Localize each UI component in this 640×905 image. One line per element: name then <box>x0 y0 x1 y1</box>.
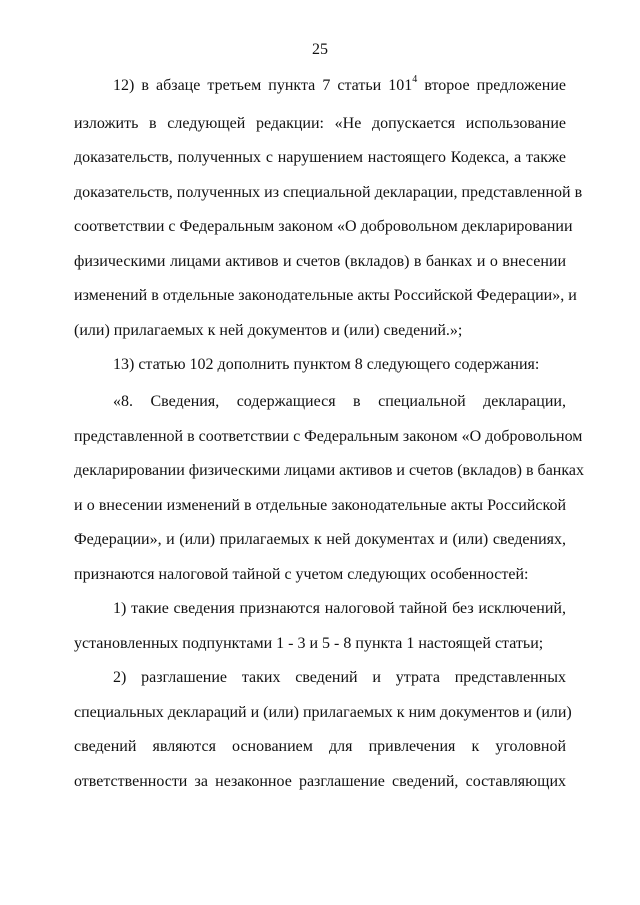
text-line: декларировании физическими лицами активов и счетов (вкладов) в банках <box>74 462 584 479</box>
superscript: 4 <box>412 74 418 85</box>
page-number: 25 <box>312 41 328 58</box>
text-line: сведений являются основанием для привлечения к уголовной <box>74 738 566 755</box>
text-line: представленной в соответствии с Федеральным законом «О добровольном <box>74 428 583 445</box>
text-line: специальных деклараций и (или) прилагаемых к ним документов и (или) <box>74 704 572 721</box>
text-line: и о внесении изменений в отдельные законодательные акты Российской <box>74 497 566 514</box>
text-line: Федерации», и (или) прилагаемых к ней документах и (или) сведениях, <box>74 531 566 548</box>
text-line: соответствии с Федеральным законом «О добровольном декларировании <box>74 218 573 235</box>
text-line: 2) разглашение таких сведений и утрата представленных <box>113 669 566 686</box>
text-line: изменений в отдельные законодательные акты Российской Федерации», и <box>74 287 577 304</box>
text-line: ответственности за незаконное разглашение сведений, составляющих <box>74 773 566 790</box>
text-fragment: второе предложение <box>417 77 566 94</box>
text-line: физическими лицами активов и счетов (вкладов) в банках и о внесении <box>74 253 566 270</box>
text-line: признаются налоговой тайной с учетом следующих особенностей: <box>74 566 529 583</box>
text-fragment: 12) в абзаце третьем пункта 7 статьи 101 <box>113 77 413 94</box>
text-line: «8. Сведения, содержащиеся в специальной декларации, <box>113 393 566 410</box>
text-line: доказательств, полученных из специальной декларации, представленной в <box>74 184 583 201</box>
text-line: (или) прилагаемых к ней документов и (или) сведений.»; <box>74 322 463 339</box>
text-line: доказательств, полученных с нарушением настоящего Кодекса, а также <box>74 149 566 166</box>
text-line: 13) статью 102 дополнить пунктом 8 следующего содержания: <box>113 356 540 373</box>
text-line: 1) такие сведения признаются налоговой тайной без исключений, <box>113 600 566 617</box>
text-line <box>113 76 566 96</box>
text-line: изложить в следующей редакции: «Не допускается использование <box>74 115 566 132</box>
text-line: установленных подпунктами 1 - 3 и 5 - 8 пункта 1 настоящей статьи; <box>74 635 544 652</box>
